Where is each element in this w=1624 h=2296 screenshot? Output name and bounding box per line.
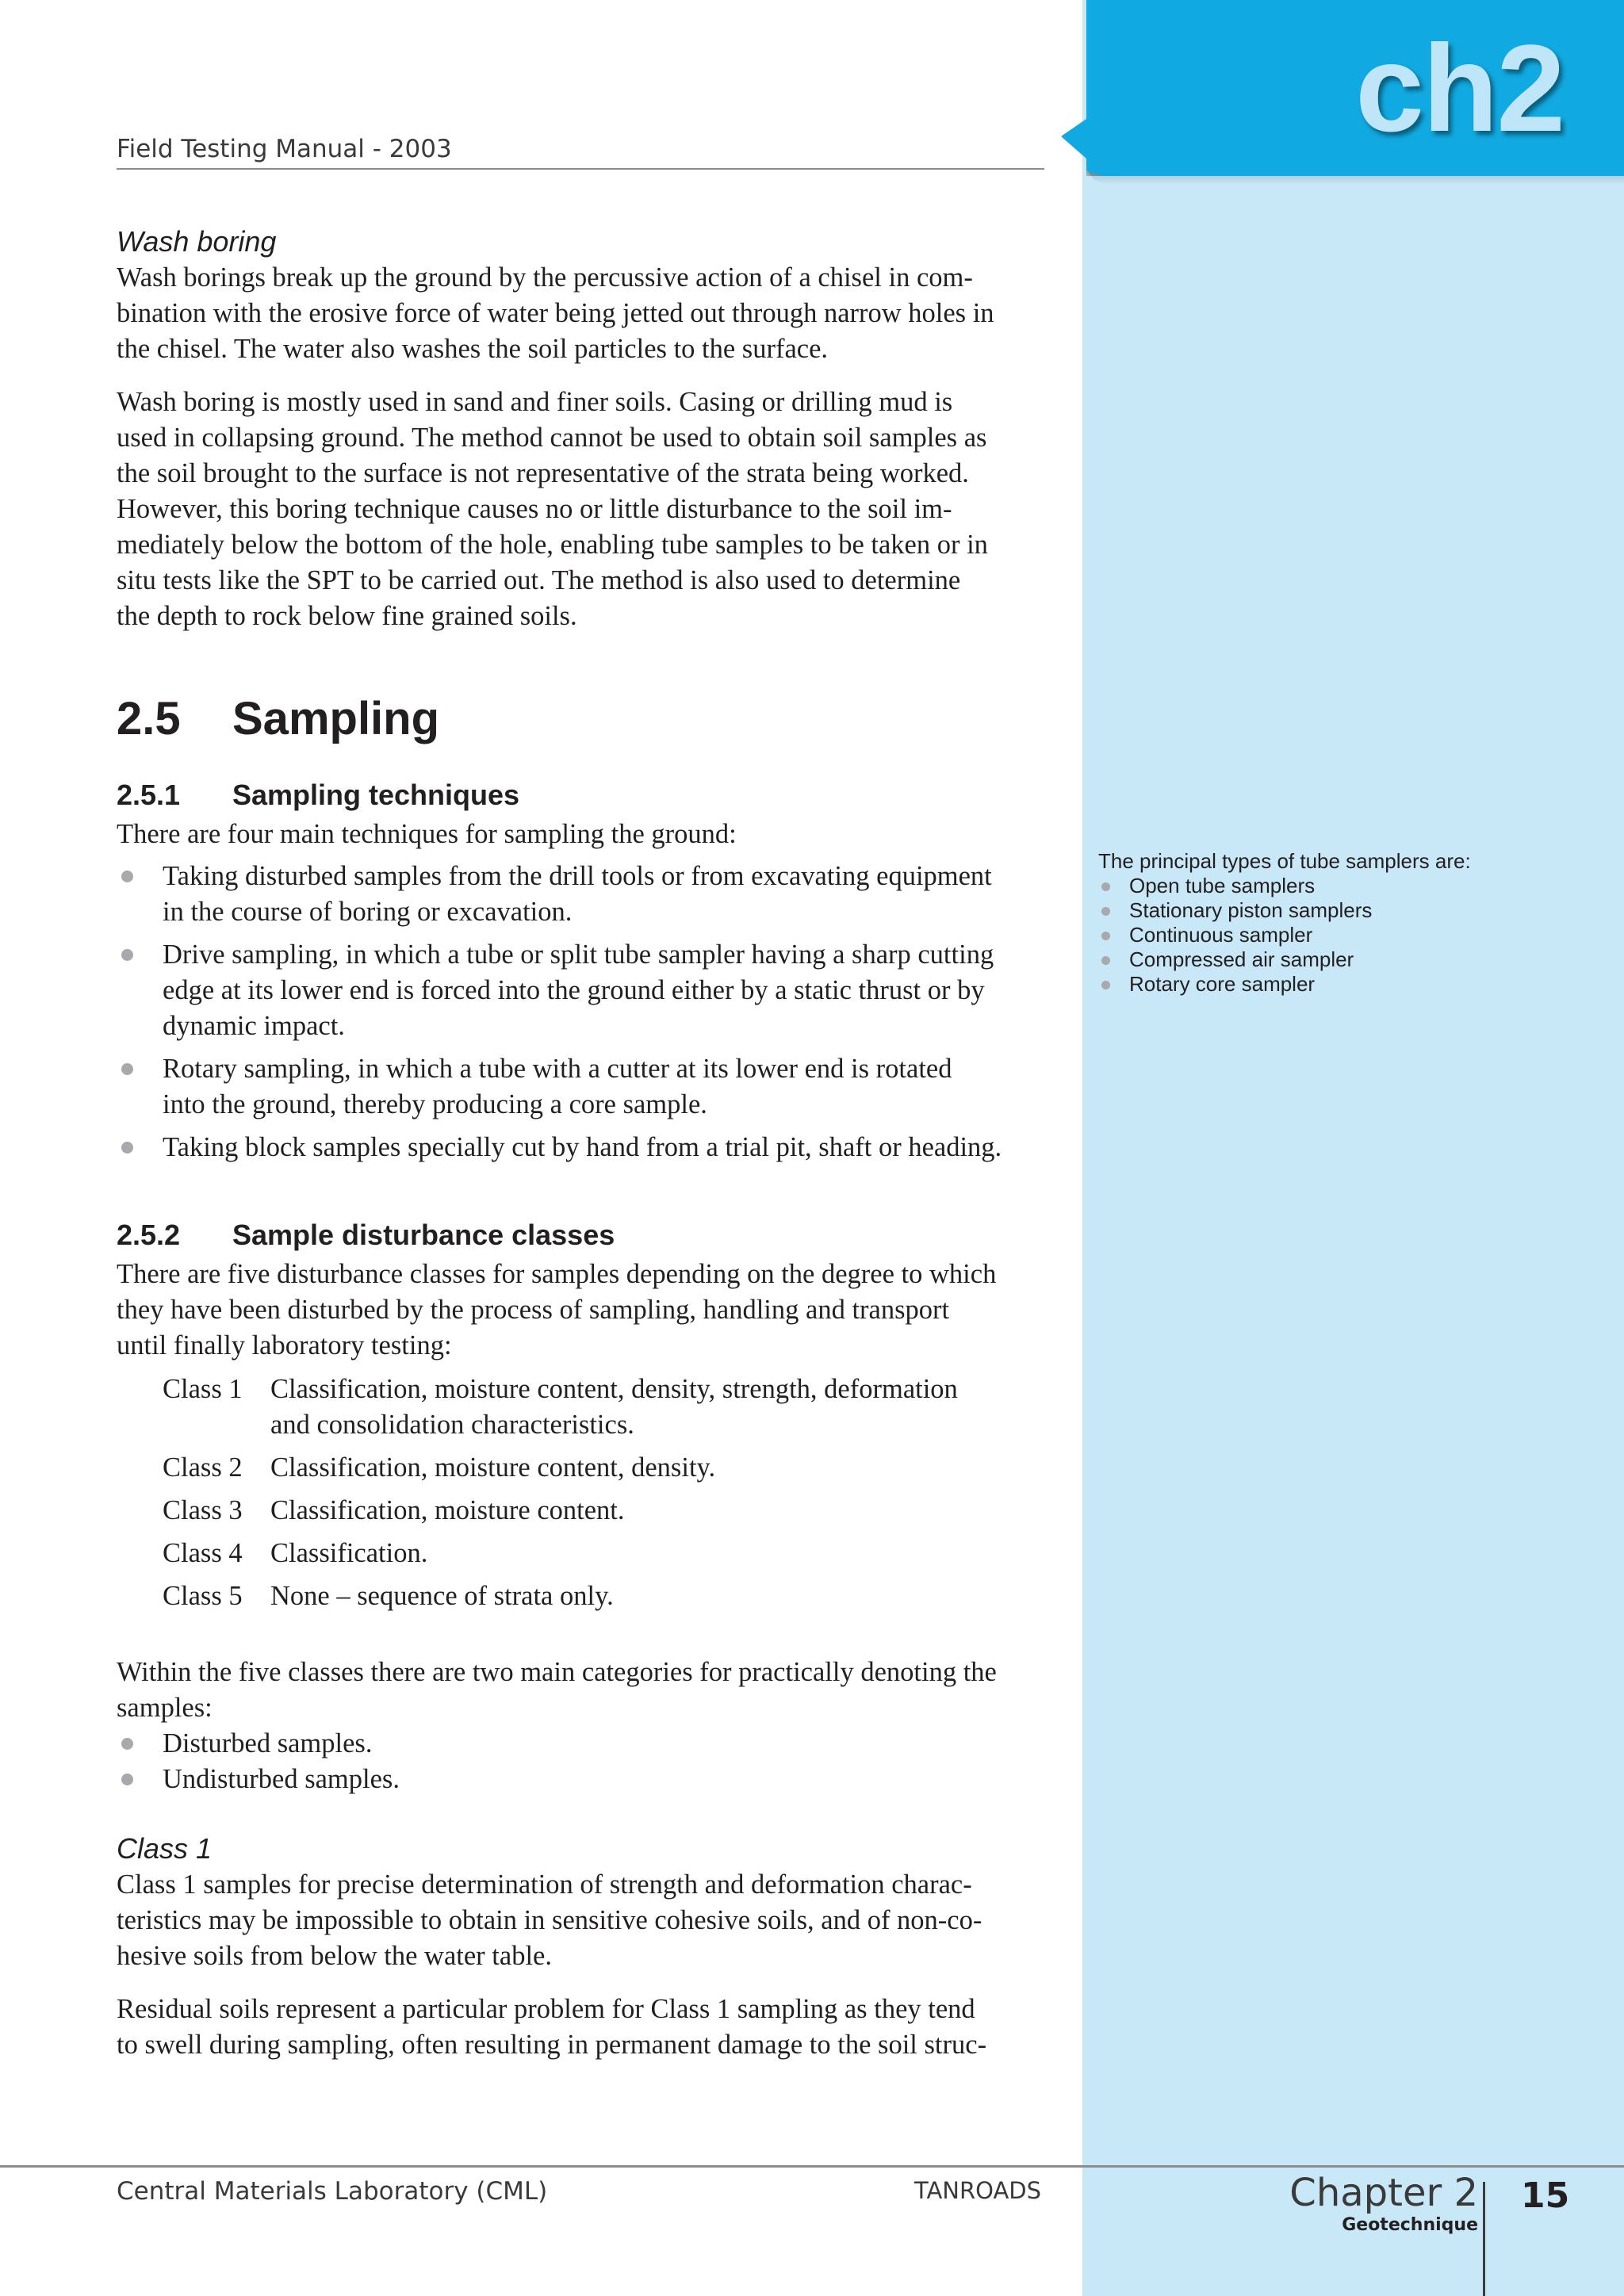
class-row (117, 1536, 1044, 1571)
techniques-intro: There are four main techniques for sampling the ground: (117, 819, 737, 849)
list-item: Undisturbed samples. (117, 1762, 1044, 1797)
subsection-number: 2.5.1 (117, 779, 181, 811)
footer-agency: TANROADS (914, 2177, 1042, 2204)
footer-rule (0, 2165, 1624, 2168)
wash-boring-heading: Wash boring (117, 225, 277, 258)
footer-organization: Central Materials Laboratory (CML) (117, 2177, 548, 2206)
class1-paragraph-1: Class 1 samples for precise determination of strength and deformation charac- teristics may be impossible to obtain in sensitive cohesive soils, and of non-co- hesive soils from below the water table. (117, 1869, 982, 1971)
class-label: Class 5 (163, 1581, 243, 1611)
list-item: Taking block samples specially cut by hand from a trial pit, shaft or heading. (117, 1130, 1044, 1165)
sidebar-list-item: Open tube samplers (1098, 874, 1574, 898)
categories-list (117, 1726, 1044, 1797)
class-description: Classification, moisture content. (270, 1495, 625, 1525)
class-description: Classification. (270, 1538, 428, 1568)
wash-boring-paragraph-1: Wash borings break up the ground by the percussive action of a chisel in com- bination with the erosive force of water being jetted out through narrow holes in the chisel. The water also washes the soil particles to the surface. (117, 262, 994, 364)
subsection-title: Sampling techniques (232, 779, 520, 811)
class-label: Class 4 (163, 1538, 243, 1568)
class-description: None – sequence of strata only. (270, 1581, 614, 1611)
class-row (117, 1450, 1044, 1486)
disturbance-intro: There are five disturbance classes for samples depending on the degree to which they have been disturbed by the process of sampling, handling and transport until finally laboratory testing: (117, 1259, 997, 1360)
class-row (117, 1493, 1044, 1529)
section-title: Sampling (232, 693, 440, 744)
class-label: Class 3 (163, 1495, 243, 1525)
side-margin-panel (1082, 0, 1624, 2296)
list-item: Taking disturbed samples from the drill tools or from excavating equipment in the course of boring or excavation. (117, 859, 1044, 930)
subsection-heading-techniques (117, 777, 1044, 813)
class-row (117, 1372, 1044, 1443)
sidebar-list (1098, 874, 1574, 997)
sidebar-list-item: Continuous sampler (1098, 923, 1574, 947)
sidebar-note (1098, 849, 1574, 997)
class1-heading: Class 1 (117, 1832, 213, 1865)
footer-chapter-block (1289, 2171, 1478, 2235)
class-description: Classification, moisture content, density. (270, 1452, 716, 1483)
list-item: Rotary sampling, in which a tube with a cutter at its lower end is rotated into the ground, thereby producing a core sample. (117, 1051, 1044, 1123)
class-label: Class 2 (163, 1452, 243, 1483)
main-column (117, 224, 1044, 2063)
section-heading (117, 691, 1044, 747)
class1-paragraph-2: Residual soils represent a particular problem for Class 1 sampling as they tend to swell during sampling, often resulting in permanent damage to the soil struc- (117, 1994, 987, 2060)
wash-boring-paragraph-2: Wash boring is mostly used in sand and finer soils. Casing or drilling mud is used in collapsing ground. The method cannot be used to obtain soil samples as the soil brought to the surface is not representative of the strata being worked. However, this boring technique causes no or little disturbance to the soil im- mediately below the bottom of the hole, enabling tube samples to be taken or in situ tests like the SPT to be carried out. The method is also used to determine the depth to rock below fine grained soils. (117, 387, 988, 631)
page-number: 15 (1521, 2175, 1570, 2216)
sidebar-list-item: Compressed air sampler (1098, 947, 1574, 972)
class-list (117, 1372, 1044, 1614)
subsection-heading-disturbance (117, 1217, 1044, 1253)
header-rule (117, 168, 1044, 170)
footer-chapter: Chapter 2 (1289, 2171, 1478, 2215)
sidebar-list-item: Stationary piston samplers (1098, 898, 1574, 923)
footer-divider (1483, 2182, 1485, 2296)
subsection-title: Sample disturbance classes (232, 1219, 615, 1251)
list-item: Drive sampling, in which a tube or split tube sampler having a sharp cutting edge at its lower end is forced into the ground either by a static thrust or by dynamic impact. (117, 937, 1044, 1044)
class-row (117, 1578, 1044, 1614)
categories-intro: Within the five classes there are two main categories for practically denoting the samples: (117, 1657, 997, 1723)
list-item: Disturbed samples. (117, 1726, 1044, 1762)
class-label: Class 1 (163, 1374, 243, 1404)
section-number: 2.5 (117, 693, 181, 744)
chapter-tab-label: ch2 (1355, 20, 1564, 158)
class-description: Classification, moisture content, density, strength, deformation and consolidation characteristics. (270, 1374, 958, 1440)
subsection-number: 2.5.2 (117, 1219, 181, 1251)
footer-chapter-subtitle: Geotechnique (1342, 2215, 1478, 2235)
sidebar-intro: The principal types of tube samplers are: (1098, 849, 1471, 873)
techniques-list (117, 859, 1044, 1165)
running-header: Field Testing Manual - 2003 (117, 135, 452, 163)
sidebar-list-item: Rotary core sampler (1098, 972, 1574, 997)
